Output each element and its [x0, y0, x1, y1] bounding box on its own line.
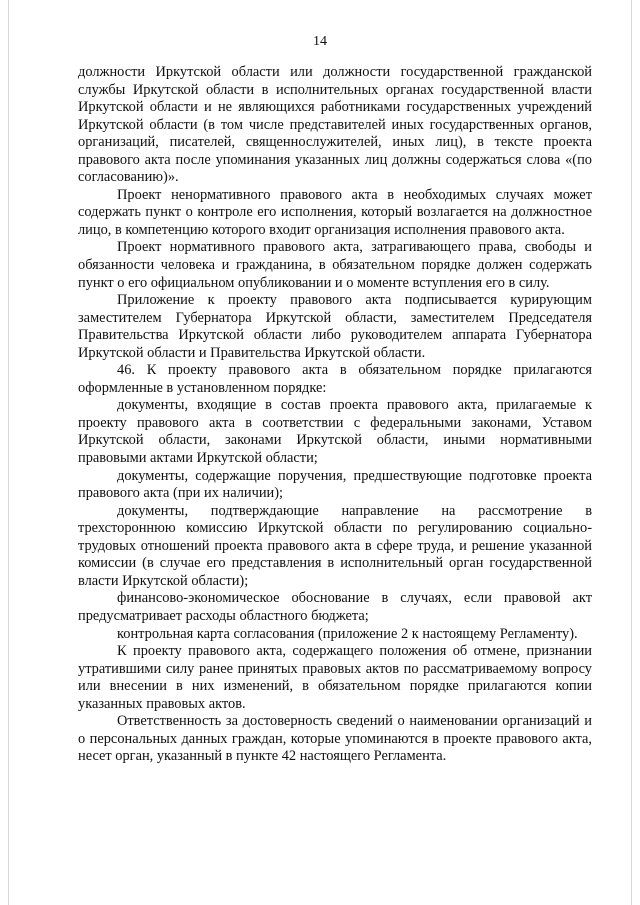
- list-item-instructions: документы, содержащие поручения, предшествующие подготовке проекта правового акта (при их наличии);: [78, 467, 592, 502]
- scan-edge-left: [8, 0, 9, 905]
- paragraph-continuation: должности Иркутской области или должности государственной гражданской службы Иркутской области в исполнительных органах государственной власти Иркутской области и не являющихся работниками государственных учреждений Иркутской области (в том числе представителей иных государственных органов, организаций, писателей, священнослужителей, иных лиц), в тексте проекта правового акта после упоминания указанных лиц должны содержаться слова «(по согласованию)».: [78, 64, 592, 186]
- page-number: 14: [313, 34, 327, 49]
- paragraph-responsibility: Ответственность за достоверность сведений о наименовании организаций и о персональных данных граждан, которые упоминаются в проекте правового акта, несет орган, указанный в пункте 42 настоящего Регламента.: [78, 713, 592, 765]
- paragraph-item-46: 46. К проекту правового акта в обязательном порядке прилагаются оформленные в установленном порядке:: [78, 362, 592, 396]
- scan-edge-right: [631, 0, 632, 905]
- document-body: [78, 64, 592, 766]
- paragraph-copies-of-acts: К проекту правового акта, содержащего положения об отмене, признании утратившими силу ранее принятых правовых актов по рассматриваемому вопросу или внесении в них изменений, в обязательном порядке прилагаются копии указанных правовых актов.: [78, 643, 592, 712]
- list-item-documents-in-project: документы, входящие в состав проекта правового акта, прилагаемые к проекту правового акта в соответствии с федеральными законами, Уставом Иркутской области, законами Иркутской области, иными нормативными правовыми актами Иркутской области;: [78, 397, 592, 467]
- paragraph-control-clause: Проект ненормативного правового акта в необходимых случаях может содержать пункт о контроле его исполнения, который возлагается на должностное лицо, в компетенцию которого входит организация исполнения правового акта.: [78, 186, 592, 238]
- list-item-approval-card: контрольная карта согласования (приложение 2 к настоящему Регламенту).: [117, 625, 578, 642]
- paragraph-publication-clause: Проект нормативного правового акта, затрагивающего права, свободы и обязанности человека и гражданина, в обязательном порядке должен содержать пункт о его официальном опубликовании и о моменте вступления его в силу.: [78, 239, 592, 291]
- list-item-financial-justification: финансово-экономическое обоснование в случаях, если правовой акт предусматривает расходы областного бюджета;: [78, 590, 592, 624]
- list-item-tripartite-commission: документы, подтверждающие направление на рассмотрение в трехстороннюю комиссию Иркутской области по регулированию социально-трудовых отношений проекта правового акта в сфере труда, и решение указанной комиссии (в случае его представления в исполнительный орган государственной власти Иркутской области);: [78, 502, 592, 589]
- paragraph-appendix-signing: Приложение к проекту правового акта подписывается курирующим заместителем Губернатора Иркутской области, заместителем Председателя Правительства Иркутской области либо руководителем аппарата Губернатора Иркутской области и Правительства Иркутской области.: [78, 292, 592, 361]
